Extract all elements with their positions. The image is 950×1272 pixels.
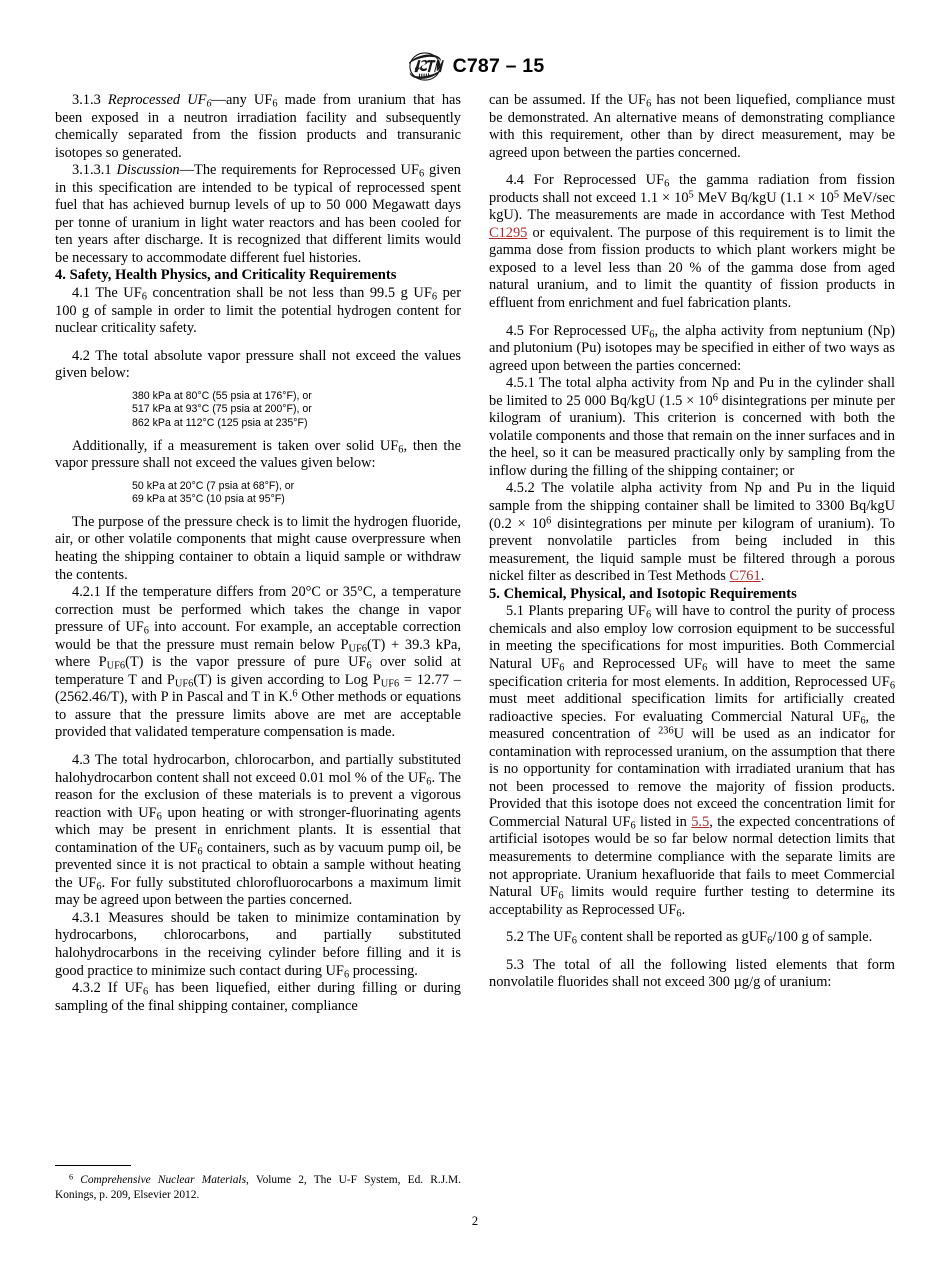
subscript: UF6 [106, 660, 126, 672]
paragraph-4-5-1 [489, 375, 895, 480]
clause-number: 4.1 [72, 285, 90, 302]
paragraph-text: can be assumed. If the UF [489, 92, 647, 108]
paragraph-text: . For fully substituted chlorofluorocarbons a maximum limit may be agreed upon between the parties concerned. [55, 874, 462, 909]
footnote-reference: 6 [292, 688, 298, 700]
paragraph-purpose: The purpose of the pressure check is to limit the hydrogen fluoride, air, or other volatile components that might cause overpressure when heating the shipping container to obtain a liquid sample or withdraw the contents. [55, 513, 461, 583]
paragraph-text: the gamma radiation from fission products shall not exceed 1.1 × 10 [489, 172, 896, 206]
paragraph-text: disintegrations per minute per kilogram of uranium). To prevent nonvolatile particles from being included in this measurement, the liquid sample must be filtered through a porous nickel filter as described in Test Methods [489, 515, 896, 585]
subscript: 6 [431, 291, 438, 303]
list-item: 862 kPa at 112°C (125 psia at 235°F) [132, 416, 308, 429]
paragraph-text: and Reprocessed UF [564, 656, 703, 672]
paragraph-text: content shall be reported as gUF [576, 929, 768, 946]
paragraph-text: (T) is the vapor pressure of pure UF [125, 654, 367, 671]
paragraph-4-5-2 [489, 480, 895, 585]
clause-number: 4.5.2 [506, 480, 535, 497]
subscript: UF6 [348, 643, 367, 655]
paragraph-text: Other methods or equations to assure that the pressure limits above are met are acceptable provided that validated temperature compensation is made. [55, 689, 461, 741]
paragraph-text: The total of all the following listed elements that form nonvolatile fluorides shall not exceed 300 µg/g of uranium: [489, 956, 895, 991]
clause-number: 4.5 [506, 322, 524, 339]
document-designation: C787 – 15 [452, 54, 545, 77]
paragraph-text: For Reprocessed UF [524, 322, 650, 339]
page-number: 2 [471, 1214, 479, 1228]
footnote-6 [55, 1173, 461, 1202]
list-item: 50 kPa at 20°C (7 psia at 68°F), or [132, 479, 295, 492]
paragraph-text: limits would require further testing to determine its acceptability as Reprocessed UF [489, 884, 895, 918]
paragraph-text: has not been liquefied, compliance must be demonstrated. An alternative means of demonstrating compliance with this requirement, other than by direct measurement, may be agreed upon between the parties concerned. [489, 92, 895, 161]
paragraph-text: disintegrations per minute per kilogram of uranium). This criterion is concerned with both the volatile components and those that remain on the inner surfaces and in the heel, so it can be measured practically only by sampling from the inflow during the filling of the shipping container; or [489, 392, 895, 479]
subscript: 6 [646, 98, 652, 110]
subscript: 6 [426, 776, 432, 788]
paragraph-4-4 [489, 172, 895, 312]
paragraph-text: listed in [635, 813, 692, 830]
subscript: 6 [142, 986, 149, 998]
paragraph-text: . The reason for the exclusion of these materials is to prevent a vigorous reaction with UF [55, 769, 461, 821]
paragraph-text: or equivalent. The purpose of this requirement is to limit the gamma dose from fission products to which plant workers might be exposed to a level less than 20 % of the gamma dose from aged natural uranium, and to limit the quantity of fission products in effluent from enrichment and fuel fabrication plants. [489, 224, 895, 312]
paragraph-text: , then the vapor pressure shall not exceed the values given below: [55, 437, 461, 472]
paragraph-3-1-3-1 [55, 162, 461, 267]
subscript: 6 [418, 168, 425, 180]
footnote-block [55, 1165, 461, 1202]
paragraph-text: per 100 g of sample in order to limit the potential hydrogen content for nuclear criticality safety. [55, 285, 461, 337]
cross-reference-link-c1295[interactable]: C1295 [489, 224, 528, 241]
subscript: 6 [558, 890, 564, 902]
clause-number: 5.2 [506, 929, 524, 946]
subscript: UF6 [174, 678, 194, 690]
paragraph-text: —any UF [211, 92, 273, 108]
paragraph-text: The volatile alpha activity from Np and Pu in the liquid sample from the shipping container shall be limited to 3300 Bq/kgU (0.2 × 10 [489, 480, 895, 532]
right-column [489, 92, 895, 1202]
clause-number: 4.2 [72, 347, 90, 364]
paragraph-text: . [760, 568, 765, 585]
section-heading-4: 4. Safety, Health Physics, and Criticality Requirements [55, 267, 397, 284]
section-heading-5: 5. Chemical, Physical, and Isotopic Requirements [489, 585, 797, 602]
subscript: 6 [143, 625, 149, 637]
superscript: 6 [712, 392, 718, 404]
footnote-title: Comprehensive Nuclear Materials [80, 1174, 247, 1187]
footnote-marker: 6 [69, 1172, 74, 1182]
paragraph-text: , the measured concentration of [489, 708, 895, 743]
subscript: 6 [156, 811, 162, 823]
paragraph-text: over solid at temperature T and P [55, 654, 461, 688]
clause-number: 4.5.1 [506, 375, 535, 392]
clause-number: 4.3.1 [72, 909, 101, 926]
paragraph-text: made from uranium that has been exposed in a neutron irradiation facility and subsequently chemically separated from the fission products and transuranic isotopes so generated. [55, 92, 462, 161]
clause-number: 4.3 [72, 751, 90, 768]
superscript: 6 [546, 515, 552, 527]
clause-number: 5.3 [506, 956, 524, 973]
subscript: 6 [767, 935, 773, 947]
paragraph-text: will have to meet the same specification criteria for most elements. In addition, Reprocessed UF [489, 656, 895, 690]
paragraph-5-1 [489, 603, 895, 919]
footnote-citation: , Volume 2, The U-F System, Ed. R.J.M. Konings, p. 209, Elsevier 2012. [55, 1174, 461, 1201]
clause-number: 3.1.3 [72, 92, 101, 108]
subscript: 6 [272, 98, 278, 110]
subscript: 6 [343, 969, 350, 981]
subscript: 6 [96, 881, 102, 893]
subscript: 6 [206, 98, 212, 110]
paragraph-text: U will be used as an indicator for contamination with reprocessed uranium, on the assumption that there is no opportunity for contamination with irradiated uranium that has not been processed to remove the majority of fission products. Provided that this isotope does not exceed the concentration limit for Commercial Natural UF [489, 726, 896, 830]
paragraph-text: (T) + 39.3 kPa, where P [55, 636, 461, 671]
page-header [0, 46, 950, 86]
paragraph-text: Measures should be taken to minimize contamination by hydrocarbons, chlorocarbons, and partially substituted halohydrocarbons in the receiving cylinder before filling and it is good practice to minimize such contact during UF [55, 909, 461, 979]
subscript: 6 [366, 660, 372, 672]
paragraph-3-1-3 [55, 92, 461, 162]
paragraph-4-3-2 [55, 980, 461, 1015]
paragraph-text: given in this specification are intended to be typical of reprocessed spent fuel that has achieved burnup levels of up to 50 000 Megawatt days per tonne of uranium in light water reactors and has been cooled for ten years after discharge. It is recognized that different limits would be necessary to accommodate different fuel histories. [55, 162, 461, 266]
left-column [55, 92, 461, 1202]
paragraph-text: The total absolute vapor pressure shall not exceed the values given below: [55, 347, 461, 382]
subscript: 6 [702, 662, 708, 674]
list-item: 517 kPa at 93°C (75 psia at 200°F), or [132, 403, 312, 416]
cross-reference-link-5-5[interactable]: 5.5 [691, 813, 710, 830]
paragraph-text: Plants preparing UF [524, 603, 646, 620]
subscript: 6 [630, 820, 636, 832]
superscript: 5 [833, 189, 840, 201]
list-item: 69 kPa at 35°C (10 psia at 95°F) [132, 493, 285, 506]
paragraph-text: . [681, 901, 686, 918]
subscript: 6 [649, 329, 655, 341]
paragraph-text: concentration shall be not less than 99.5 g UF [146, 285, 432, 302]
paragraph-additionally [55, 438, 461, 473]
superscript: 5 [688, 189, 694, 201]
list-item: 380 kPa at 80°C (55 psia at 176°F), or [132, 389, 312, 402]
paragraph-text: The UF [90, 285, 142, 302]
paragraph-text: The total alpha activity from Np and Pu in the cylinder shall be limited to 25 000 Bq/kgU (1.5 × 10 [489, 375, 895, 409]
paragraph-text: processing. [349, 962, 418, 979]
clause-number: 4.2.1 [72, 584, 101, 601]
clause-number: 5.1 [506, 603, 524, 620]
paragraph-4-2 [55, 348, 461, 383]
paragraph-text: upon heating or with stronger-fluorinating agents which may be present in enrichment plants. It is essential that contamination of the UF [55, 804, 461, 856]
cross-reference-link-c761[interactable]: C761 [729, 568, 761, 585]
paragraph-text: , the alpha activity from neptunium (Np) and plutonium (Pu) isotopes may be specified in either of two ways as agreed upon between the parties concerned: [489, 322, 895, 374]
paragraph-text: (T) is given according to Log P [193, 671, 381, 688]
isotope-superscript: 236 [658, 725, 674, 737]
clause-number: 3.1.3.1 [72, 162, 112, 179]
paragraph-text: For Reprocessed UF [524, 172, 665, 189]
subscript: UF6 [380, 678, 400, 690]
pressure-values-list-1 [55, 390, 461, 431]
paragraph-text: containers, such as by vacuum pump oil, be prevented since it is not practical to obtain a sample without heating the UF [55, 839, 461, 891]
subscript: 6 [398, 444, 404, 456]
subscript: 6 [197, 846, 203, 858]
paragraph-text: will have to control the purity of process chemicals and also employ low corrosion equipment to be successful in meeting the specifications for most impurities. Both Commercial Natural UF [489, 603, 896, 672]
paragraph-text: = 12.77 – (2562.46/T), with P in Pascal and T in K. [55, 671, 461, 706]
paragraph-text: The total hydrocarbon, chlorocarbon, and partially substituted halohydrocarbon content shall not exceed 0.01 mol % of the UF [55, 751, 461, 786]
pressure-values-list-2 [55, 480, 461, 507]
paragraph-text: must meet additional specification limits for artificially created radioactive species. For evaluating Commercial Natural UF [489, 691, 895, 725]
paragraph-text: If the temperature differs from 20°C or 35°C, a temperature correction must be performed which takes the change in vapor pressure of UF [55, 584, 461, 636]
paragraph-text: /100 g of sample. [772, 929, 873, 946]
subscript: 6 [559, 662, 565, 674]
footnote-divider [55, 1165, 131, 1166]
subscript: 6 [141, 291, 147, 303]
defined-term: Discussion [116, 162, 180, 179]
subscript: 6 [676, 908, 682, 920]
paragraph-text: into account. For example, an acceptable correction would be that the pressure must remain below P [55, 619, 461, 653]
paragraph-text: The UF [524, 929, 572, 946]
paragraph-text: MeV/sec kgU). The measurements are made in accordance with Test Method [489, 189, 896, 224]
document-body [55, 92, 895, 1202]
defined-term: Reprocessed UF [107, 92, 207, 108]
paragraph-4-3-1 [55, 910, 461, 980]
subscript: 6 [645, 610, 652, 622]
paragraph-text: —The requirements for Reprocessed UF [179, 162, 419, 179]
paragraph-4-5 [489, 323, 895, 376]
clause-number: 4.3.2 [72, 980, 101, 997]
paragraph-4-3 [55, 752, 461, 910]
clause-number: 4.4 [506, 172, 524, 189]
paragraph-text: , the expected concentrations of artificial isotopes would be so far below normal detection limits that measurements to determine compliance with the separate limits are not appropriate. Uranium hexafluoride that fails to meet Commercial Natural UF [489, 813, 896, 901]
paragraph-text: has been liquefied, either during filling or during sampling of the final shipping container, compliance [55, 980, 461, 1014]
paragraph-text: MeV Bq/kgU (1.1 × 10 [693, 189, 834, 206]
paragraph-4-1 [55, 285, 461, 338]
subscript: 6 [889, 680, 895, 692]
paragraph-text: Additionally, if a measurement is taken over solid UF [72, 437, 399, 454]
paragraph-4-2-1 [55, 584, 461, 742]
paragraph-5-2 [489, 929, 895, 947]
subscript: 6 [571, 935, 577, 947]
subscript: 6 [860, 715, 866, 727]
paragraph-5-3 [489, 957, 895, 992]
paragraph-continuation [489, 92, 895, 162]
paragraph-text: If UF [100, 980, 143, 997]
astm-logo-icon [406, 51, 444, 82]
subscript: 6 [664, 178, 670, 190]
